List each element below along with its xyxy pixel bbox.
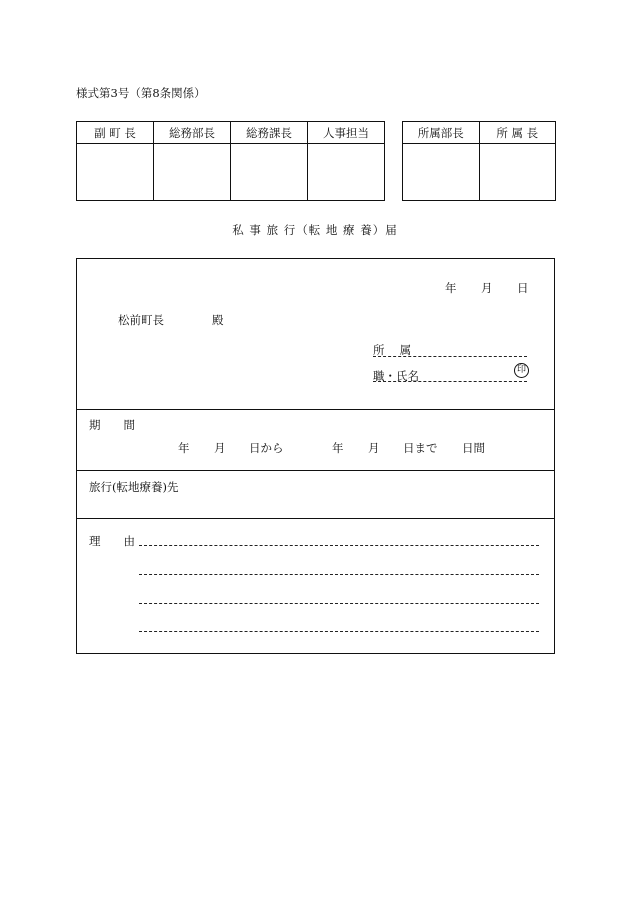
date-month-label: 月 [481,281,493,295]
period-from-year: 年 [178,441,190,455]
destination-field[interactable] [207,477,547,501]
divider [77,409,554,410]
seal-mark: 印 [514,363,529,378]
name-field[interactable] [373,381,527,382]
divider [77,518,554,519]
form-number: 様式第3号（第8条関係） [76,86,206,100]
period-from-day: 日から [249,441,284,455]
period-to-year: 年 [332,441,344,455]
form-title: 私 事 旅 行（転 地 療 養）届 [232,223,398,237]
period-days: 日間 [462,441,485,455]
approval-stamp-cell[interactable] [308,144,385,201]
reason-line[interactable] [139,603,539,604]
date-day-label: 日 [517,281,529,295]
approval-stamp-cell[interactable] [231,144,308,201]
approval-stamp-cell[interactable] [479,144,556,201]
approval-header-dept-director: 所属部長 [403,122,480,144]
reason-line[interactable] [139,631,539,632]
period-to-day: 日まで [403,441,438,455]
period-label: 期 間 [89,418,135,432]
reason-label: 理 由 [89,534,135,548]
reason-line[interactable] [139,545,539,546]
approval-stamp-cell[interactable] [77,144,154,201]
approval-table-right [402,121,556,201]
approval-header-vice-mayor: 副 町 長 [77,122,154,144]
form-body [76,258,555,654]
approval-header-general-affairs-manager: 総務課長 [231,122,308,144]
date-year-label: 年 [445,281,457,295]
approval-header-general-affairs-director: 総務部長 [154,122,231,144]
approval-stamp-cell[interactable] [403,144,480,201]
period-from-month: 月 [214,441,226,455]
approval-table-left [76,121,385,201]
addressee-honorific: 殿 [212,313,224,327]
name-label: 職・氏名 [373,369,419,383]
approval-stamp-cell[interactable] [154,144,231,201]
affiliation-field[interactable] [373,356,527,357]
period-to-month: 月 [368,441,380,455]
approval-header-dept-head: 所 属 長 [479,122,556,144]
reason-line[interactable] [139,574,539,575]
approval-header-personnel: 人事担当 [308,122,385,144]
divider [77,470,554,471]
destination-label: 旅行(転地療養)先 [89,480,179,494]
affiliation-label: 所 属 [373,343,412,357]
addressee-name: 松前町長 [118,313,164,327]
